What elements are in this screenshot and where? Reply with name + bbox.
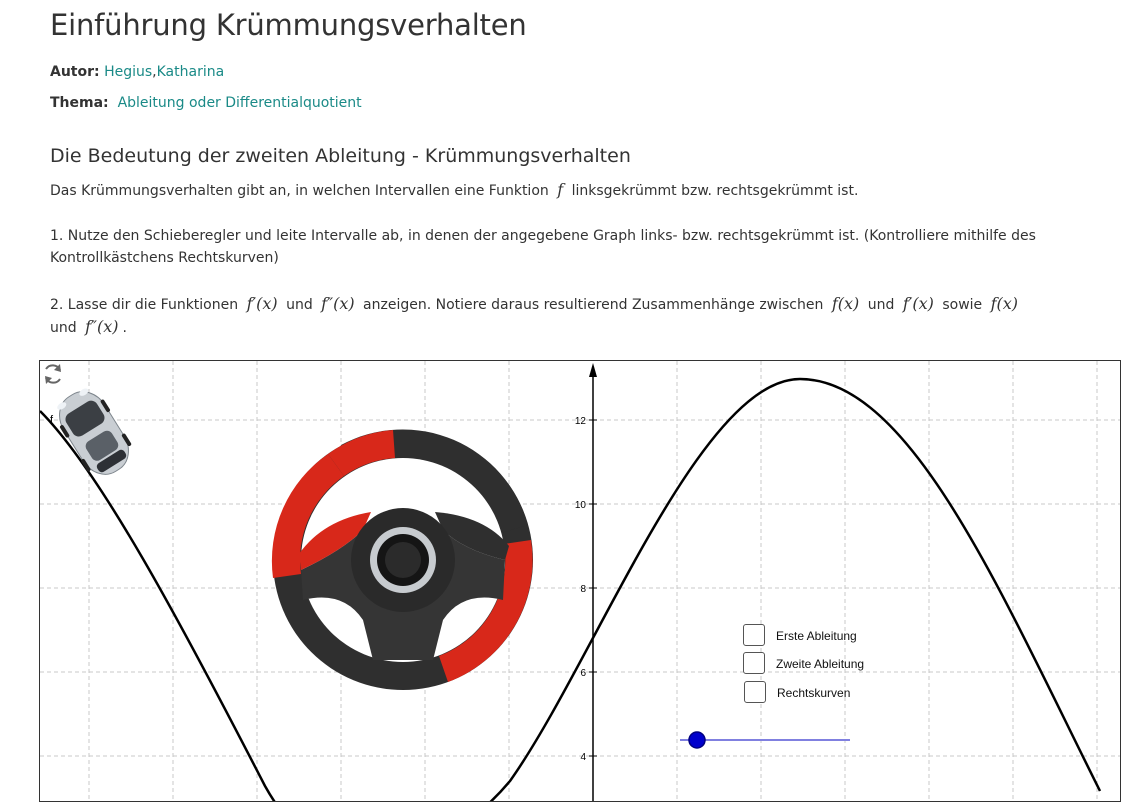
task2-text-6: und bbox=[50, 320, 77, 336]
checkbox-label-zweite-ableitung: Zweite Ableitung bbox=[776, 657, 865, 671]
math-f-x-2: f(x) bbox=[990, 294, 1019, 313]
steering-wheel-icon[interactable] bbox=[272, 429, 533, 690]
checkbox-zweite-ableitung[interactable] bbox=[743, 652, 765, 674]
topic-row bbox=[50, 95, 362, 111]
author-separator: , bbox=[152, 64, 157, 80]
checkbox-label-rechtskurven: Rechtskurven bbox=[777, 686, 851, 700]
slider-handle[interactable] bbox=[689, 732, 705, 748]
intro-text bbox=[50, 179, 1050, 202]
function-graph-f[interactable] bbox=[40, 379, 1100, 801]
graphics-view[interactable] bbox=[40, 361, 1120, 801]
car-icon[interactable] bbox=[49, 382, 140, 484]
grid bbox=[40, 361, 1120, 801]
task2-text-7: . bbox=[122, 320, 127, 336]
intro-after: linksgekrümmt bzw. rechtsgekrümmt ist. bbox=[571, 183, 859, 199]
topic-link[interactable]: Ableitung oder Differentialquotient bbox=[117, 95, 362, 111]
author-link-2[interactable]: Katharina bbox=[156, 64, 225, 80]
math-f-prime-2: f′(x) bbox=[902, 294, 934, 313]
y-tick-label-4: 4 bbox=[580, 752, 586, 763]
page-title: Einführung Krümmungsverhalten bbox=[50, 8, 527, 42]
task-2-text bbox=[50, 293, 1050, 339]
function-label: f bbox=[50, 414, 54, 426]
math-f: f bbox=[557, 180, 564, 199]
checkbox-label-erste-ableitung: Erste Ableitung bbox=[776, 629, 857, 643]
task2-text-5: sowie bbox=[942, 297, 983, 313]
math-f-x-1: f(x) bbox=[831, 294, 860, 313]
math-f-double-prime-2: f″(x) bbox=[85, 317, 119, 336]
math-f-prime: f′(x) bbox=[246, 294, 278, 313]
task-1-text: 1. Nutze den Schieberegler und leite Intervalle ab, in denen der angegebene Graph links- bzw. rechtsgekrümmt ist. (Kontrolliere mithilfe des Kontrollkästchens Rechtskurven) bbox=[50, 228, 1036, 266]
task2-text-3: anzeigen. Notiere daraus resultierend Zusammenhänge zwischen bbox=[363, 297, 824, 313]
author-link-1[interactable]: Hegius bbox=[104, 64, 153, 80]
y-axis bbox=[589, 363, 597, 801]
author-row bbox=[50, 64, 224, 80]
geogebra-applet[interactable] bbox=[39, 360, 1121, 802]
slider[interactable] bbox=[680, 732, 850, 748]
section-title: Die Bedeutung der zweiten Ableitung - Krümmungsverhalten bbox=[50, 145, 631, 167]
math-f-double-prime: f″(x) bbox=[321, 294, 355, 313]
checkbox-rechtskurven[interactable] bbox=[744, 681, 766, 703]
y-tick-label-6: 6 bbox=[580, 668, 586, 679]
topic-label: Thema: bbox=[50, 95, 109, 111]
checkbox-erste-ableitung[interactable] bbox=[743, 624, 765, 646]
task2-text-4: und bbox=[867, 297, 895, 313]
task2-text-1: 2. Lasse dir die Funktionen bbox=[50, 297, 239, 313]
reset-icon[interactable] bbox=[40, 361, 66, 387]
author-label: Autor: bbox=[50, 64, 100, 80]
y-tick-label-10: 10 bbox=[574, 500, 586, 511]
task2-text-2: und bbox=[286, 297, 313, 313]
y-tick-label-12: 12 bbox=[574, 416, 586, 427]
y-tick-label-8: 8 bbox=[580, 584, 586, 595]
intro-before: Das Krümmungsverhalten gibt an, in welchen Intervallen eine Funktion bbox=[50, 183, 549, 199]
